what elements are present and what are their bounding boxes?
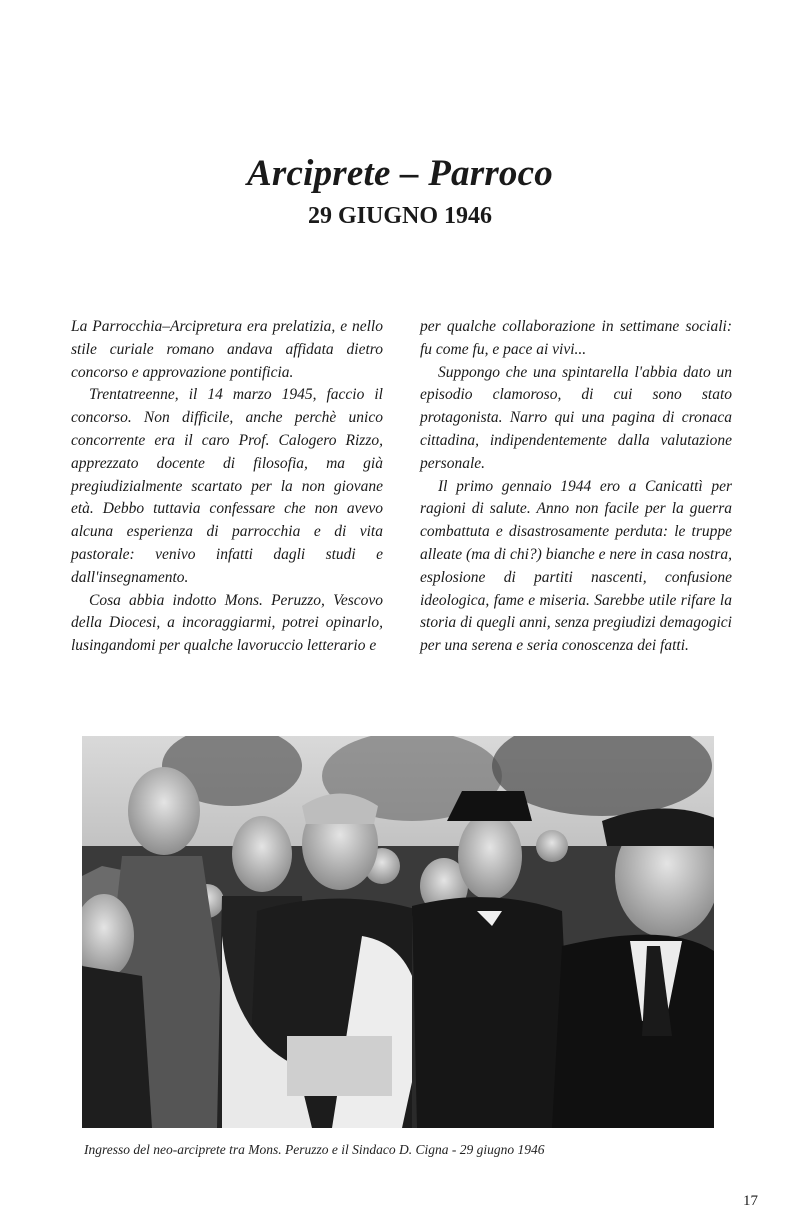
text-column-right bbox=[420, 316, 732, 658]
paragraph: Cosa abbia indotto Mons. Peruzzo, Vescovo della Diocesi, a incoraggiarmi, potrei opinarlo, lusingandomi per qualche lavoruccio letterario e bbox=[71, 591, 383, 655]
group-photograph bbox=[82, 736, 714, 1128]
chapter-date: 29 GIUGNO 1946 bbox=[307, 203, 492, 229]
text-column-left bbox=[71, 316, 383, 658]
paragraph: Il primo gennaio 1944 ero a Canicattì per ragioni di salute. Anno non facile per la guerra combattuta e disastrosamente perduta: le truppe alleate (ma di chi?) bianche e nere in casa nostra, esplosione di partiti nascenti, confusione ideologica, fame e miseria. Sarebbe utile rifare la storia di quegli anni, senza pregiudizi demagogici per una serena e seria conoscenza dei fatti. bbox=[420, 477, 732, 655]
paragraph: Trentatreenne, il 14 marzo 1945, faccio il concorso. Non difficile, anche perchè unico concorrente era il caro Prof. Calogero Rizzo, apprezzato docente di filosofia, ma già pregiudizialmente scartato per la non giovane età. Debbo tuttavia confessare che non avevo alcuna esperienza di parrocchia e di vita pastorale: venivo infatti dagli studi e dall'insegnamento. bbox=[71, 386, 383, 586]
paragraph: Suppongo che una spintarella l'abbia dato un episodio clamoroso, di cui sono stato protagonista. Narro qui una pagina di cronaca cittadina, indipendentemente dalla valutazione personale. bbox=[420, 363, 732, 472]
chapter-title: Arciprete – Parroco bbox=[247, 153, 553, 194]
page-number: 17 bbox=[743, 1193, 758, 1209]
paragraph: La Parrocchia–Arcipretura era prelatizia, e nello stile curiale romano andava affidata dietro concorso e approvazione pontificia. bbox=[71, 318, 383, 381]
photo-caption: Ingresso del neo-arciprete tra Mons. Peruzzo e il Sindaco D. Cigna - 29 giugno 1946 bbox=[84, 1142, 545, 1157]
paragraph: per qualche collaborazione in settimane sociali: fu come fu, e pace ai vivi... bbox=[420, 318, 732, 358]
